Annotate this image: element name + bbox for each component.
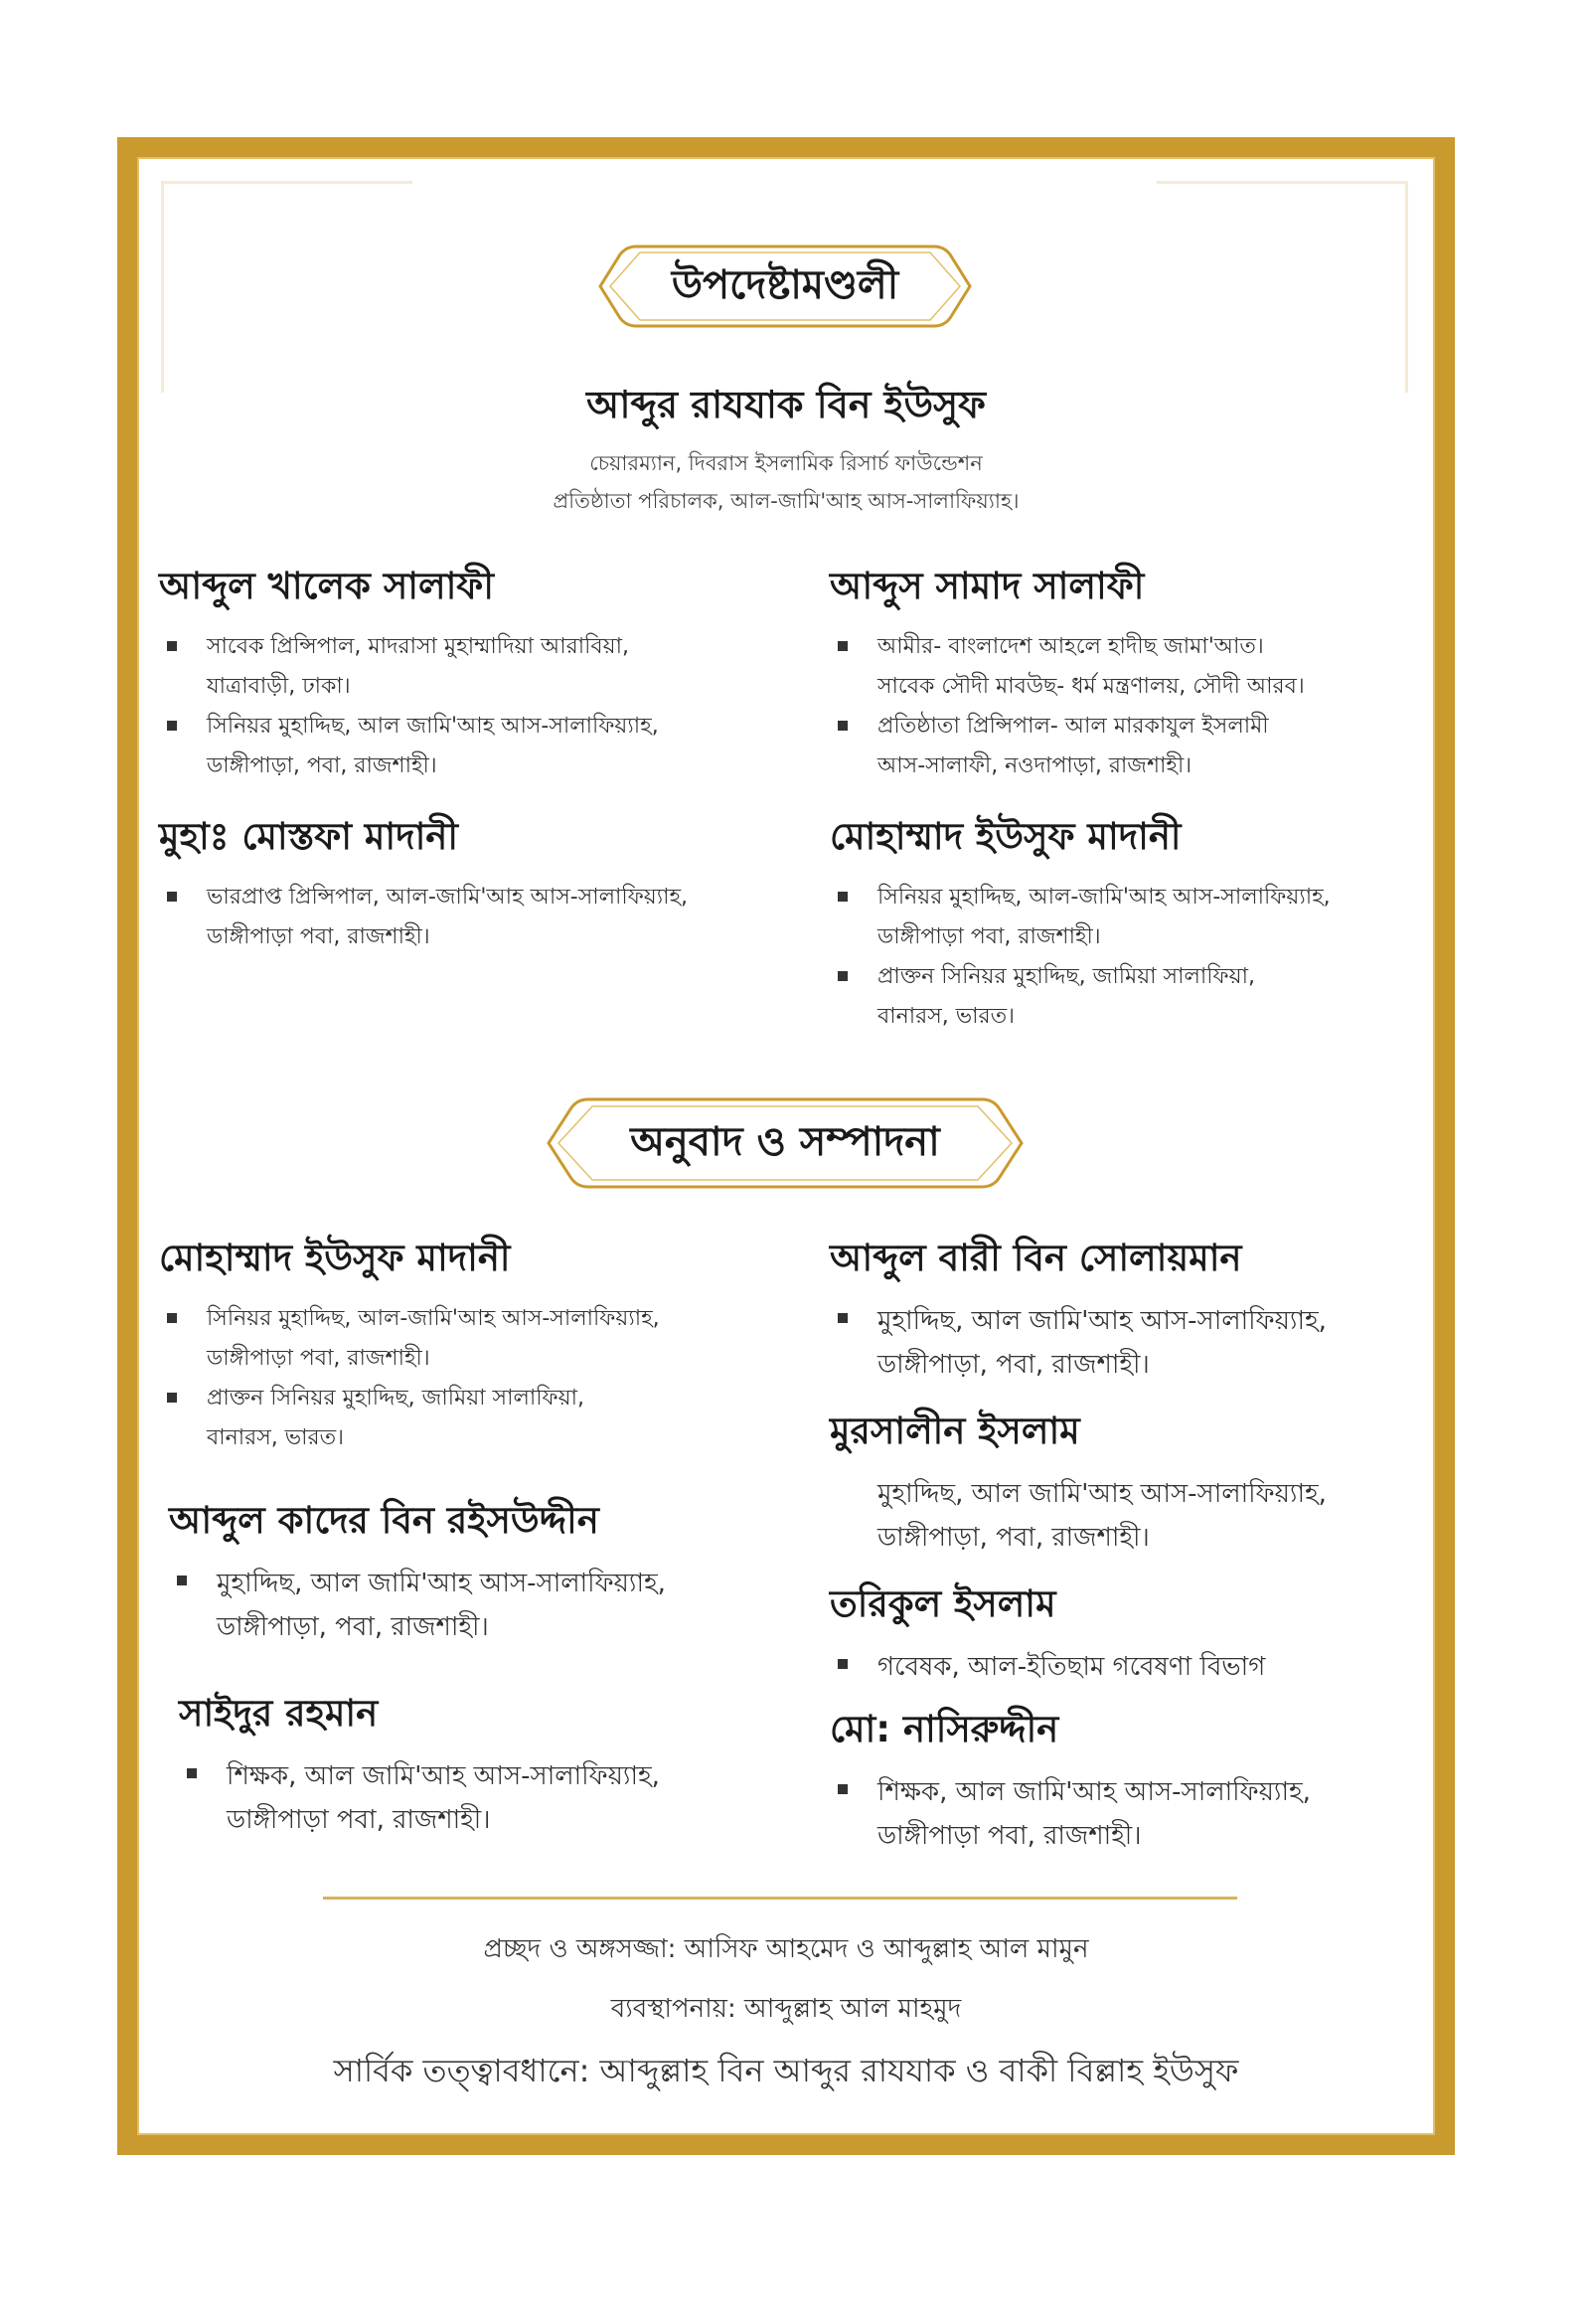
translator-detail: ডাঙ্গীপাড়া পবা, রাজশাহী। [877,1821,1142,1851]
translator-detail: ডাঙ্গীপাড়া, পবা, রাজশাহী। [877,1523,1150,1553]
translator-name: সাইদুর রহমান [179,1692,379,1735]
management-credit: ব্যবস্থাপনায়: আব্দুল্লাহ আল মাহমুদ [610,1994,962,2024]
advisor-card [830,557,1446,786]
translator-detail: ডাঙ্গীপাড়া পবা, রাজশাহী। [207,1346,430,1371]
translator-name: তরিকুল ইসলাম [830,1582,1056,1625]
advisor-detail: প্রাক্তন সিনিয়র মুহাদ্দিছ, জামিয়া সালাফিয়া, [830,957,1446,997]
translator-detail: শিক্ষক, আল জামি'আহ আস-সালাফিয়্যাহ, [179,1754,795,1798]
translator-card [179,1684,795,1842]
translator-detail: শিক্ষক, আল জামি'আহ আস-সালাফিয়্যাহ, [830,1770,1446,1814]
translator-detail: মুহাদ্দিছ, আল জামি'আহ আস-সালাফিয়্যাহ, [830,1299,1446,1343]
translator-name: মুরসালীন ইসলাম [830,1410,1080,1452]
advisor-detail: সিনিয়র মুহাদ্দিছ, আল জামি'আহ আস-সালাফিয়্যাহ, [159,707,775,747]
advisor-card [830,807,1446,1037]
translator-detail: গবেষক, আল-ইতিছাম গবেষণা বিভাগ [830,1645,1446,1689]
translator-detail: প্রাক্তন সিনিয়র মুহাদ্দিছ, জামিয়া সালাফিয়া, [159,1379,775,1418]
advisor-detail: ডাঙ্গীপাড়া পবা, রাজশাহী। [207,924,430,949]
advisor-detail: যাত্রাবাড়ী, ঢাকা। [207,674,351,699]
advisor-name: মোহাম্মাদ ইউসুফ মাদানী [830,815,1182,858]
advisor-name: আব্দুল খালেক সালাফী [159,565,494,607]
advisor-detail: ডাঙ্গীপাড়া পবা, রাজশাহী। [877,924,1101,949]
advisor-name: আব্দুস সামাদ সালাফী [830,565,1145,607]
translator-card [830,1402,1446,1560]
translator-name: মো: নাসিরুদ্দীন [830,1708,1059,1750]
corner-ornament-right [1157,181,1408,393]
translator-card [169,1491,785,1649]
translator-card [830,1229,1446,1387]
translator-card [830,1700,1446,1858]
advisor-detail: ভারপ্রাপ্ত প্রিন্সিপাল, আল-জামি'আহ আস-সালাফিয়্যাহ, [159,878,775,917]
advisor-card [159,807,775,957]
translator-detail: ডাঙ্গীপাড়া, পবা, রাজশাহী। [877,1350,1150,1380]
advisors-banner [596,239,974,334]
corner-ornament-left [161,181,412,393]
chief-advisor-line-2: প্রতিষ্ঠাতা পরিচালক, আল-জামি'আহ আস-সালাফিয়্যাহ। [553,489,1020,513]
translator-detail: মুহাদ্দিছ, আল জামি'আহ আস-সালাফিয়্যাহ, [169,1562,785,1605]
credits-divider [323,1897,1237,1900]
advisors-heading: উপদেষ্টামণ্ডলী [671,260,899,308]
translator-detail: ডাঙ্গীপাড়া পবা, রাজশাহী। [227,1805,491,1835]
advisor-detail: প্রতিষ্ঠাতা প্রিন্সিপাল- আল মারকাযুল ইসলামী [830,707,1446,747]
translation-banner [545,1091,1026,1195]
advisor-detail: সাবেক প্রিন্সিপাল, মাদরাসা মুহাম্মাদিয়া আরাবিয়া, [159,627,775,667]
translator-detail: ডাঙ্গীপাড়া, পবা, রাজশাহী। [217,1612,489,1642]
advisor-detail: বানারস, ভারত। [877,1004,1016,1029]
supervision-credit: সার্বিক তত্ত্বাবধানে: আব্দুল্লাহ বিন আব্দুর রাযযাক ও বাকী বিল্লাহ ইউসুফ [333,2052,1239,2089]
advisor-detail: সাবেক সৌদী মাবউছ- ধর্ম মন্ত্রণালয়, সৌদী আরব। [877,674,1305,699]
translation-heading: অনুবাদ ও সম্পাদনা [630,1117,940,1165]
advisor-detail: আস-সালাফী, নওদাপাড়া, রাজশাহী। [877,753,1192,778]
translator-detail: মুহাদ্দিছ, আল জামি'আহ আস-সালাফিয়্যাহ, [877,1479,1327,1509]
chief-advisor-name: আব্দুর রাযযাক বিন ইউসুফ [586,383,986,426]
advisor-detail: সিনিয়র মুহাদ্দিছ, আল-জামি'আহ আস-সালাফিয়্যাহ, [830,878,1446,917]
advisor-detail: ডাঙ্গীপাড়া, পবা, রাজশাহী। [207,753,437,778]
translator-name: আব্দুল কাদের বিন রইসউদ্দীন [169,1499,599,1542]
translator-card [159,1229,775,1458]
translator-detail: সিনিয়র মুহাদ্দিছ, আল-জামি'আহ আস-সালাফিয়্যাহ, [159,1299,775,1339]
translator-name: মোহাম্মাদ ইউসুফ মাদানী [159,1237,511,1279]
advisor-detail: আমীর- বাংলাদেশ আহলে হাদীছ জামা'আত। [830,627,1446,667]
chief-advisor-line-1: চেয়ারম্যান, দিবরাস ইসলামিক রিসার্চ ফাউন্ডেশন [589,451,983,475]
translator-name: আব্দুল বারী বিন সোলায়মান [830,1237,1242,1279]
cover-credit: প্রচ্ছদ ও অঙ্গসজ্জা: আসিফ আহমেদ ও আব্দুল্লাহ আল মামুন [483,1934,1089,1964]
translator-card [830,1575,1446,1689]
advisor-name: মুহাঃ মোস্তফা মাদানী [159,815,458,858]
advisor-card [159,557,775,786]
translator-detail: বানারস, ভারত। [207,1425,345,1450]
